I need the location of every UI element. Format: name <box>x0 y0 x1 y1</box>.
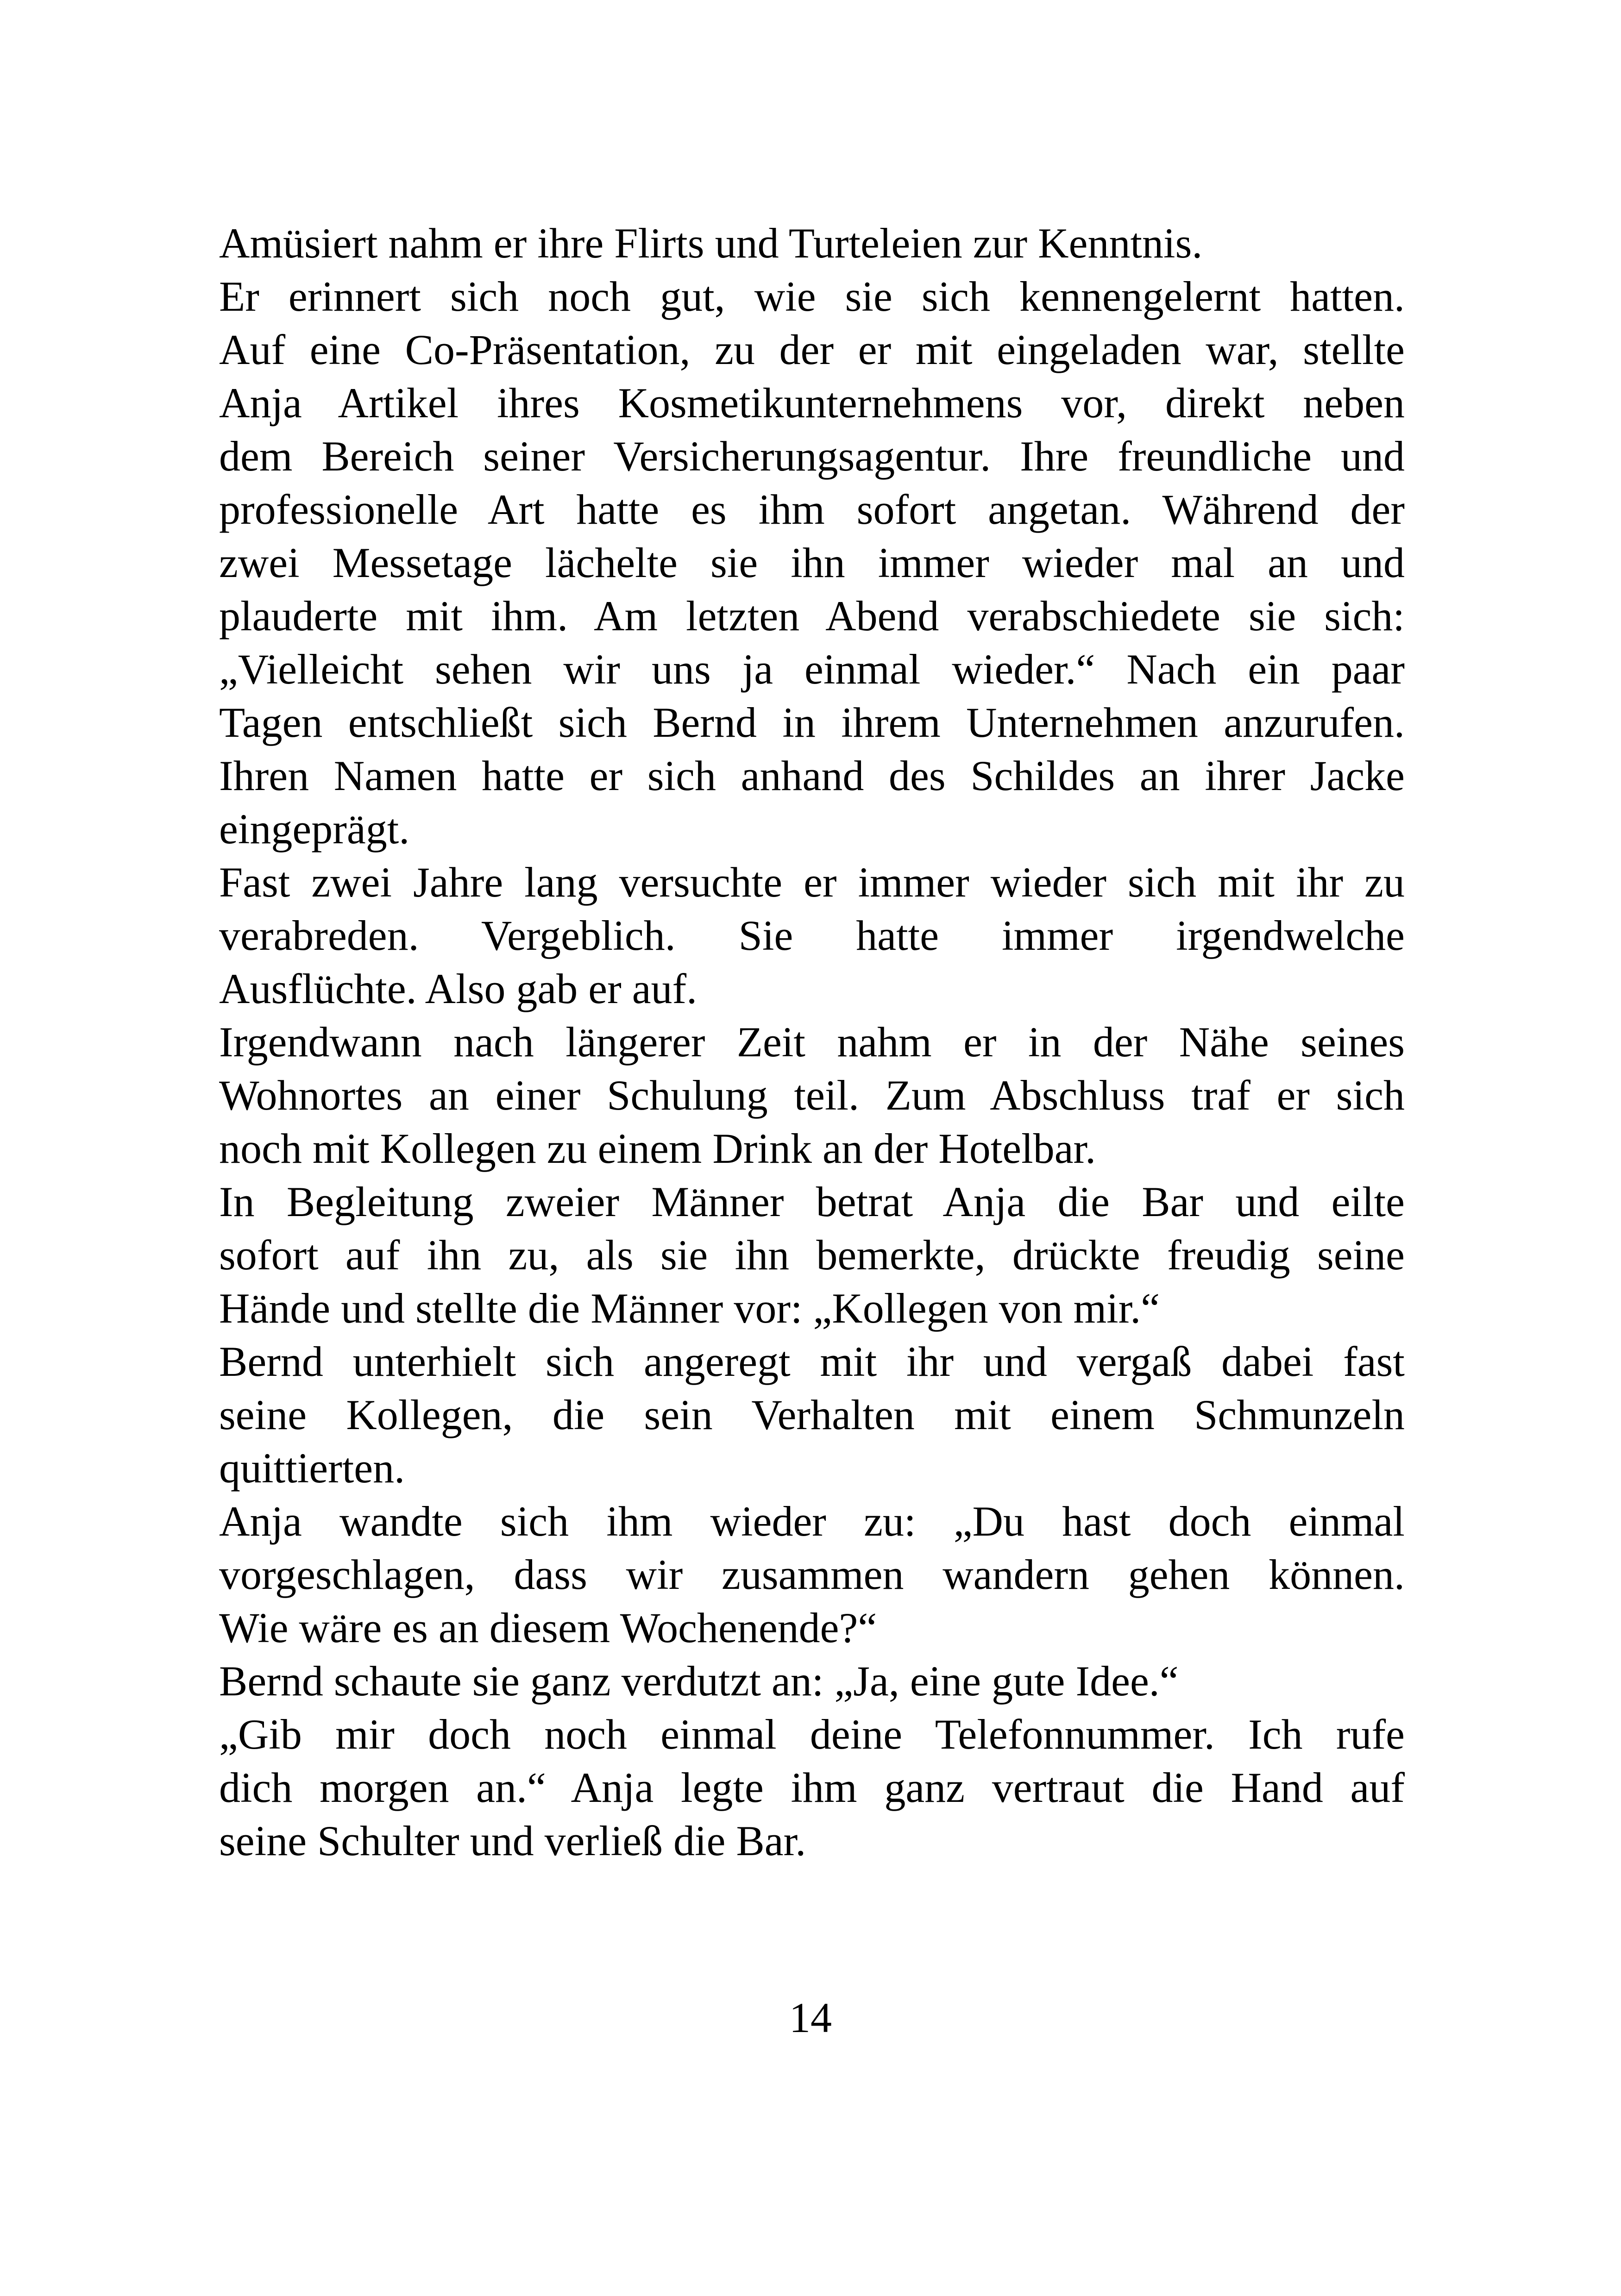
text-line: Amüsiert nahm er ihre Flirts und Turteleien zur Kenntnis. <box>219 220 1203 267</box>
text-line: seine Schulter und verließ die Bar. <box>219 1817 806 1864</box>
text-line: sofort auf ihn zu, als sie ihn bemerkte, drückte freudig seine <box>219 1231 1405 1279</box>
body-text <box>219 217 1405 1868</box>
text-line: Wie wäre es an diesem Wochenende?“ <box>219 1604 877 1651</box>
text-line: dich morgen an.“ Anja legte ihm ganz vertraut die Hand auf <box>219 1764 1405 1811</box>
text-line: Fast zwei Jahre lang versuchte er immer wieder sich mit ihr zu <box>219 859 1405 906</box>
text-line: zwei Messetage lächelte sie ihn immer wieder mal an und <box>219 539 1405 586</box>
page-number: 14 <box>789 1994 832 2041</box>
text-line: Hände und stellte die Männer vor: „Kollegen von mir.“ <box>219 1285 1160 1332</box>
text-line: verabreden. Vergeblich. Sie hatte immer irgendwelche <box>219 912 1405 959</box>
text-line: In Begleitung zweier Männer betrat Anja die Bar und eilte <box>219 1178 1405 1225</box>
text-line: Bernd schaute sie ganz verdutzt an: „Ja, eine gute Idee.“ <box>219 1657 1179 1705</box>
text-line: „Vielleicht sehen wir uns ja einmal wieder.“ Nach ein paar <box>219 646 1405 693</box>
text-line: Er erinnert sich noch gut, wie sie sich kennengelernt hatten. <box>219 273 1405 320</box>
text-line: vorgeschlagen, dass wir zusammen wandern gehen können. <box>219 1551 1405 1598</box>
text-line: „Gib mir doch noch einmal deine Telefonnummer. Ich rufe <box>219 1711 1405 1758</box>
text-line: Tagen entschließt sich Bernd in ihrem Unternehmen anzurufen. <box>219 699 1405 746</box>
text-line: professionelle Art hatte es ihm sofort angetan. Während der <box>219 486 1405 533</box>
text-line: seine Kollegen, die sein Verhalten mit einem Schmunzeln <box>219 1391 1405 1438</box>
text-line: plauderte mit ihm. Am letzten Abend verabschiedete sie sich: <box>219 592 1405 640</box>
text-line: Anja Artikel ihres Kosmetikunternehmens vor, direkt neben <box>219 379 1405 427</box>
text-line: quittierten. <box>219 1444 405 1492</box>
text-line: dem Bereich seiner Versicherungsagentur. Ihre freundliche und <box>219 433 1405 480</box>
text-line: eingeprägt. <box>219 805 410 853</box>
text-line: Auf eine Co-Präsentation, zu der er mit eingeladen war, stellte <box>219 326 1405 373</box>
text-line: Irgendwann nach längerer Zeit nahm er in der Nähe seines <box>219 1018 1405 1066</box>
text-line: noch mit Kollegen zu einem Drink an der Hotelbar. <box>219 1125 1096 1172</box>
text-line: Ausflüchte. Also gab er auf. <box>219 965 697 1012</box>
text-line: Ihren Namen hatte er sich anhand des Schildes an ihrer Jacke <box>219 752 1405 799</box>
text-line: Anja wandte sich ihm wieder zu: „Du hast doch einmal <box>219 1498 1405 1545</box>
text-line: Bernd unterhielt sich angeregt mit ihr und vergaß dabei fast <box>219 1338 1405 1385</box>
text-line: Wohnortes an einer Schulung teil. Zum Abschluss traf er sich <box>219 1072 1405 1119</box>
